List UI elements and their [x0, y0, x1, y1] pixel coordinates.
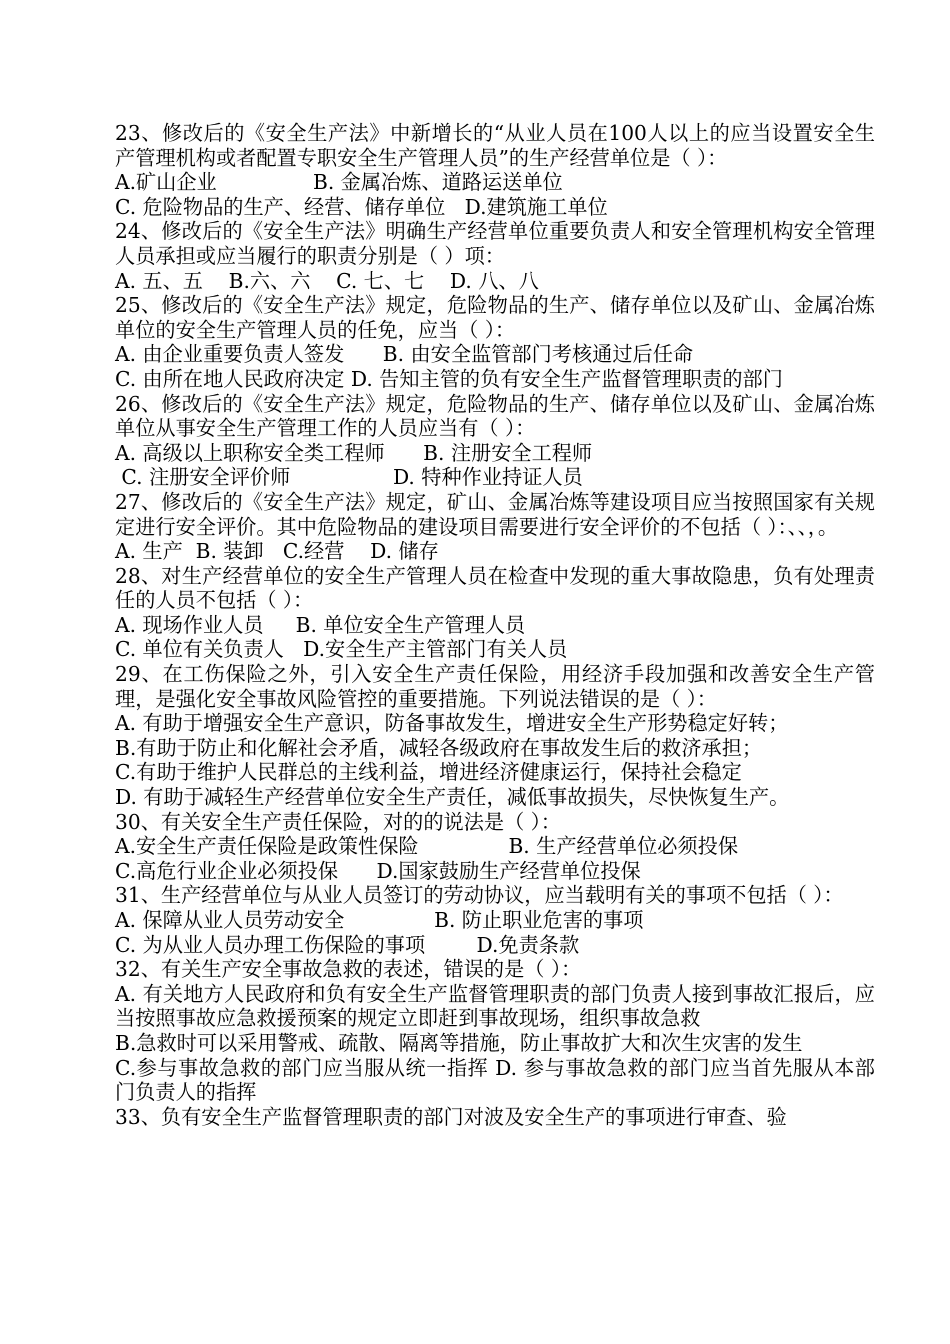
q25-options-ab: A. 由企业重要负责人签发 B. 由安全监管部门考核通过后任命 [115, 342, 694, 367]
q26-stem: 26、修改后的《安全生产法》规定，危险物品的生产、储存单位以及矿山、金属冶炼单位从事安全生产管理工作的人员应当有（ ）： [115, 391, 875, 441]
q32-options-cd: C.参与事故急救的部门应当服从统一指挥 D. 参与事故急救的部门应当首先服从本部门负责人的指挥 [115, 1055, 875, 1105]
q27-options: A. 生产 B. 装卸 C.经营 D. 储存 [115, 539, 439, 564]
q28-options-ab: A. 现场作业人员 B. 单位安全生产管理人员 [115, 612, 526, 637]
q26-options-ab: A. 高级以上职称安全类工程师 B. 注册安全工程师 [115, 440, 593, 465]
q27-stem: 27、修改后的《安全生产法》规定，矿山、金属冶炼等建设项目应当按照国家有关规定进行安全评价。其中危险物品的建设项目需要进行安全评价的不包括（ ）：、、，。 [115, 489, 875, 539]
q30-options-cd: C.高危行业企业必须投保 D.国家鼓励生产经营单位投保 [115, 858, 641, 883]
q30-stem: 30、有关安全生产责任保险，对的的说法是（ ）： [115, 809, 561, 834]
q25-options-cd: C. 由所在地人民政府决定 D. 告知主管的负有安全生产监督管理职责的部门 [115, 366, 783, 391]
q26-options-cd: C. 注册安全评价师 D. 特种作业持证人员 [115, 465, 583, 490]
q29-option-b: B.有助于防止和化解社会矛盾，减轻各级政府在事故发生后的救济承担； [115, 735, 763, 760]
q29-option-c: C.有助于维护人民群总的主线利益，增进经济健康运行，保持社会稳定 [115, 760, 742, 785]
q24-options: A. 五、五 B.六、六 C. 七、七 D. 八、八 [115, 268, 539, 293]
q28-options-cd: C. 单位有关负责人 D.安全生产主管部门有关人员 [115, 637, 568, 662]
q32-option-a: A. 有关地方人民政府和负有安全生产监督管理职责的部门负责人接到事故汇报后，应当按照事故应急救援预案的规定立即赶到事故现场，组织事故急救 [115, 981, 875, 1031]
q31-options-ab: A. 保障从业人员劳动安全 B. 防止职业危害的事项 [115, 908, 644, 932]
q30-options-ab: A.安全生产责任保险是政策性保险 B. 生产经营单位必须投保 [115, 834, 739, 859]
q24-stem: 24、修改后的《安全生产法》明确生产经营单位重要负责人和安全管理机构安全管理人员承担或应当履行的职责分别是（ ）项： [115, 219, 875, 268]
q28-stem: 28、对生产经营单位的安全生产管理人员在检查中发现的重大事故隐患，负有处理责任的人员不包括（ ）： [115, 563, 875, 613]
document-body [115, 121, 875, 1129]
q29-option-a: A. 有助于增强安全生产意识，防备事故发生，增进安全生产形势稳定好转； [115, 711, 789, 736]
q25-stem: 25、修改后的《安全生产法》规定，危险物品的生产、储存单位以及矿山、金属冶炼单位的安全生产管理人员的任免，应当（ ）： [115, 293, 875, 342]
q31-stem: 31、生产经营单位与从业人员签订的劳动协议，应当载明有关的事项不包括（ ）： [115, 883, 844, 908]
q32-option-b: B.急救时可以采用警戒、疏散、隔离等措施，防止事故扩大和次生灾害的发生 [115, 1030, 803, 1055]
q31-options-cd: C. 为从业人员办理工伤保险的事项 D.免责条款 [115, 932, 580, 957]
q23-options-cd: C. 危险物品的生产、经营、储存单位 D.建筑施工单位 [115, 194, 608, 219]
q23-stem: 23、修改后的《安全生产法》中新增长的“从业人员在100人以上的应当设置安全生产管理机构或者配置专职安全生产管理人员”的生产经营单位是（ ）： [115, 121, 875, 170]
q29-stem: 29、在工伤保险之外，引入安全生产责任保险，用经济手段加强和改善安全生产管理，是强化安全事故风险管控的重要措施。下列说法错误的是（ ）： [115, 662, 875, 711]
q23-options-ab: A.矿山企业 B. 金属冶炼、道路运送单位 [115, 170, 563, 195]
q29-option-d: D. 有助于减轻生产经营单位安全生产责任，减低事故损失，尽快恢复生产。 [115, 785, 790, 810]
q32-stem: 32、有关生产安全事故急救的表述，错误的是（ ）： [115, 957, 582, 982]
q33-stem: 33、负有安全生产监督管理职责的部门对波及安全生产的事项进行审查、验 [115, 1104, 787, 1129]
